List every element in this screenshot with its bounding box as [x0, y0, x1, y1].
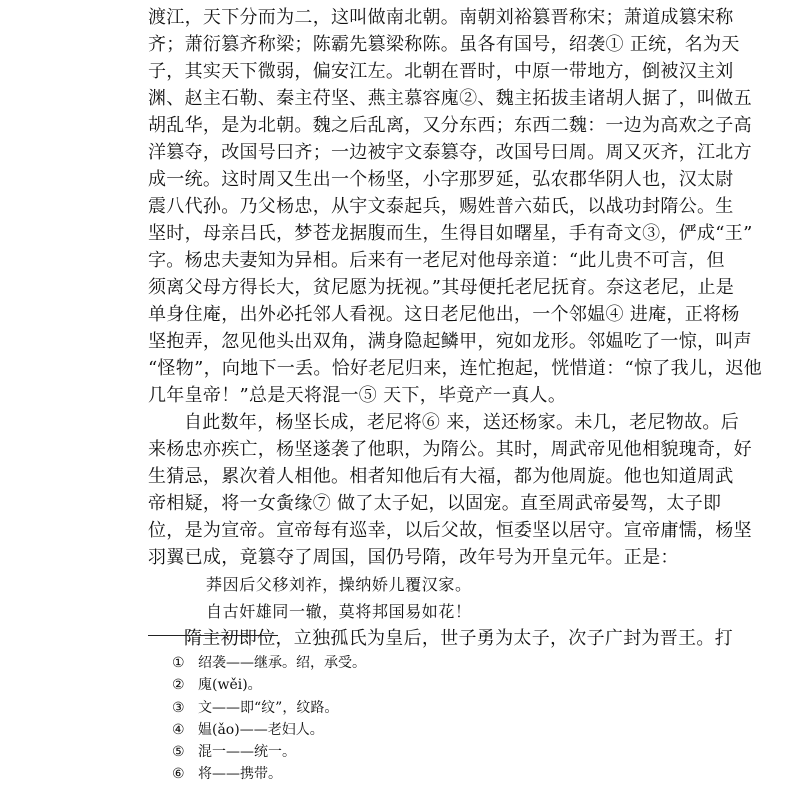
- text-line: 震八代孙。乃父杨忠，从宇文泰起兵，赐姓普六茹氏，以战功封隋公。生: [148, 196, 734, 217]
- footnote-text: 媪(ǎo)——老妇人。: [198, 721, 324, 738]
- text-line: “怪物”，向地下一丢。恰好老尼归来，连忙抱起，恍惜道：“惊了我儿，迟他: [148, 358, 763, 379]
- text-line: 须离父母方得长大，贫尼愿为抚视。”其母便托老尼抚育。奈这老尼，止是: [148, 277, 735, 298]
- text-line: 来杨忠亦疾亡，杨坚遂袭了他职，为隋公。其时，周武帝见他相貌瑰奇，好: [148, 439, 752, 460]
- text-line: 子，其实天下微弱，偏安江左。北朝在晋时，中原一带地方，倒被汉主刘: [148, 61, 734, 82]
- footnote-item: [172, 674, 612, 696]
- text-line: 齐；萧衍篡齐称梁；陈霸先篡梁称陈。虽各有国号，绍袭① 正统，名为天: [148, 34, 740, 55]
- footnote-mark: ⑤: [172, 744, 185, 761]
- text-line: 羽翼已成，竟篡夺了周国，国仍号隋，改年号为开皇元年。正是：: [148, 547, 679, 568]
- text-line: 几年皇帝！”总是天将混一⑤ 天下，毕竟产一真人。: [148, 385, 567, 406]
- text-line: 生猜忌，累次着人相他。相者知他后有大福，都为他周旋。他也知道周武: [148, 466, 734, 487]
- text-line: 渡江，天下分而为二，这叫做南北朝。南朝刘裕篡晋称宋；萧道成篡宋称: [148, 7, 734, 28]
- footnote-text: 绍袭——继承。绍，承受。: [198, 655, 366, 671]
- footnote-divider: [148, 635, 278, 636]
- poem-line: 莽因后父移刘祚，操纳娇儿覆汉家。: [206, 575, 472, 594]
- footnotes: [172, 652, 612, 786]
- text-line: 坚时，母亲吕氏，梦苍龙据腹而生，生得目如曙星，手有奇文③，俨成“王”: [148, 223, 753, 244]
- footnote-item: [172, 697, 612, 719]
- text-line: 单身住庵，出外必托邻人看视。这日老尼他出，一个邻媪④ 进庵，正将杨: [148, 304, 740, 325]
- text-line: 位，是为宣帝。宣帝每有巡幸，以后父故，恒委坚以居守。宣帝庸懦，杨坚: [148, 520, 752, 541]
- footnote-item: [172, 763, 612, 785]
- text-line: 坚抱弄，忽见他头出双角，满身隐起鳞甲，宛如龙形。邻媪吃了一惊，叫声: [148, 331, 752, 352]
- footnote-mark: ③: [172, 699, 185, 716]
- footnote-item: [172, 741, 612, 763]
- footnote-item: [172, 652, 612, 674]
- text-line: 帝相疑，将一女夤缘⑦ 做了太子妃，以固宠。直至周武帝晏驾，太子即: [148, 493, 722, 514]
- text-line: 字。杨忠夫妻知为异相。后来有一老尼对他母亲道：“此儿贵不可言，但: [148, 250, 725, 271]
- footnote-text: 文——即“纹”，纹路。: [198, 699, 339, 716]
- footnote-text: 将——携带。: [198, 766, 282, 783]
- paragraph-3-first-line: 隋主初即位，立独孤氏为皇后，世子勇为太子，次子广封为晋王。打: [184, 628, 733, 649]
- footnote-mark: ②: [172, 677, 185, 694]
- poem-line: 自古奸雄同一辙，莫将邦国易如花！: [206, 602, 472, 621]
- text-line: 洋篡夺，改国号曰齐；一边被宇文泰篡夺，改国号曰周。周又灭齐，江北方: [148, 142, 752, 163]
- footnote-mark: ④: [172, 721, 185, 738]
- text-line: 胡乱华，是为北朝。魏之后乱离，又分东西；东西二魏：一边为高欢之子高: [148, 115, 752, 136]
- footnote-item: [172, 719, 612, 741]
- footnote-text: 廆(wěi)。: [198, 677, 262, 694]
- footnote-mark: ⑥: [172, 766, 185, 783]
- main-text: [148, 4, 763, 652]
- text-line: 渊、赵主石勒、秦主苻坚、燕主慕容廆②、魏主拓拔圭诸胡人据了，叫做五: [148, 88, 752, 109]
- footnote-mark: ①: [172, 655, 185, 671]
- footnote-text: 混一——统一。: [198, 744, 296, 761]
- text-line: 成一统。这时周又生出一个杨坚，小字那罗延，弘农郡华阴人也，汉太尉: [148, 169, 734, 190]
- paragraph-2-first-line: 自此数年，杨坚长成，老尼将⑥ 来，送还杨家。未几，老尼物故。后: [184, 412, 740, 433]
